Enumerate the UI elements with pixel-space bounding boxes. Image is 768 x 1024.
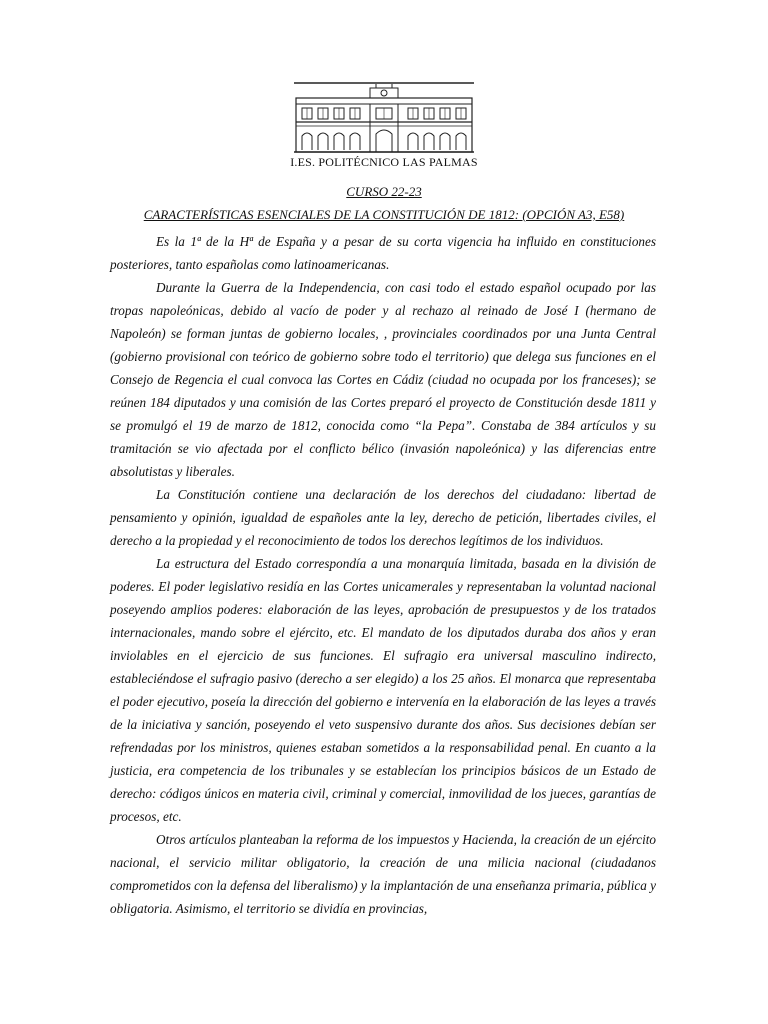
paragraph: Otros artículos planteaban la reforma de los impuestos y Hacienda, la creación de un ejército nacional, el servicio militar obligatorio, la creación de una milicia nacional (ciudadanos comprometidos con la defensa del liberalismo) y la implantación de una enseñanza primaria, pública y obligatoria. Asimismo, el territorio se dividía en provincias,: [110, 832, 656, 916]
document-body: [110, 230, 656, 920]
paragraph: La estructura del Estado correspondía a una monarquía limitada, basada en la división de poderes. El poder legislativo residía en las Cortes unicamerales y representaban la voluntad nacional poseyendo amplios poderes: elaboración de las leyes, aprobación de presupuestos y de los tratados internacionales, mando sobre el ejército, etc. El mandato de los diputados duraba dos años y eran inviolables en el ejercicio de sus funciones. El sufragio era universal masculino indirecto, estableciéndose el sufragio pasivo (derecho a ser elegido) a los 25 años. El monarca que representaba el poder ejecutivo, poseía la dirección del gobierno e intervenía en la elaboración de las leyes a través de la iniciativa y sanción, poseyendo el veto suspensivo durante dos años. Sus decisiones debían ser refrendadas por los ministros, quienes estaban sometidos a la responsabilidad penal. En cuanto a la justicia, era competencia de los tribunales y se establecían los principios básicos de un Estado de derecho: códigos únicos en materia civil, criminal y comercial, inmovilidad de los jueces, garantías de procesos, etc.: [110, 556, 656, 824]
course-heading: CURSO 22-23: [346, 184, 422, 199]
logo-caption: I.ES. POLITÉCNICO LAS PALMAS: [290, 155, 478, 169]
paragraph: Es la 1ª de la Hª de España y a pesar de su corta vigencia ha influido en constituciones posteriores, tanto españolas como latinoamericanas.: [110, 234, 656, 272]
school-building-icon: [290, 78, 478, 154]
paragraph: La Constitución contiene una declaración de los derechos del ciudadano: libertad de pensamiento y opinión, igualdad de españoles ante la ley, derecho de petición, libertades civiles, el derecho a la propiedad y el reconocimiento de todos los derechos legítimos de los individuos.: [110, 487, 656, 548]
document-title: CARACTERÍSTICAS ESENCIALES DE LA CONSTITUCIÓN DE 1812: (OPCIÓN A3, E58): [143, 207, 625, 222]
school-logo: [290, 78, 478, 178]
paragraph: Durante la Guerra de la Independencia, con casi todo el estado español ocupado por las tropas napoleónicas, debido al vacío de poder y al rechazo al reinado de José I (hermano de Napoleón) se forman juntas de gobierno locales, , provinciales coordinados por una Junta Central (gobierno provisional con teórico de gobierno sobre todo el territorio) que delega sus funciones en el Consejo de Regencia el cual convoca las Cortes en Cádiz (ciudad no ocupada por los franceses); se reúnen 184 diputados y una comisión de las Cortes preparó el proyecto de Constitución desde 1811 y se promulgó el 19 de marzo de 1812, conocida como “la Pepa”. Constaba de 384 artículos y su tramitación se vio afectada por el conflicto bélico (invasión napoleónica) y las diferencias entre absolutistas y liberales.: [110, 280, 656, 479]
